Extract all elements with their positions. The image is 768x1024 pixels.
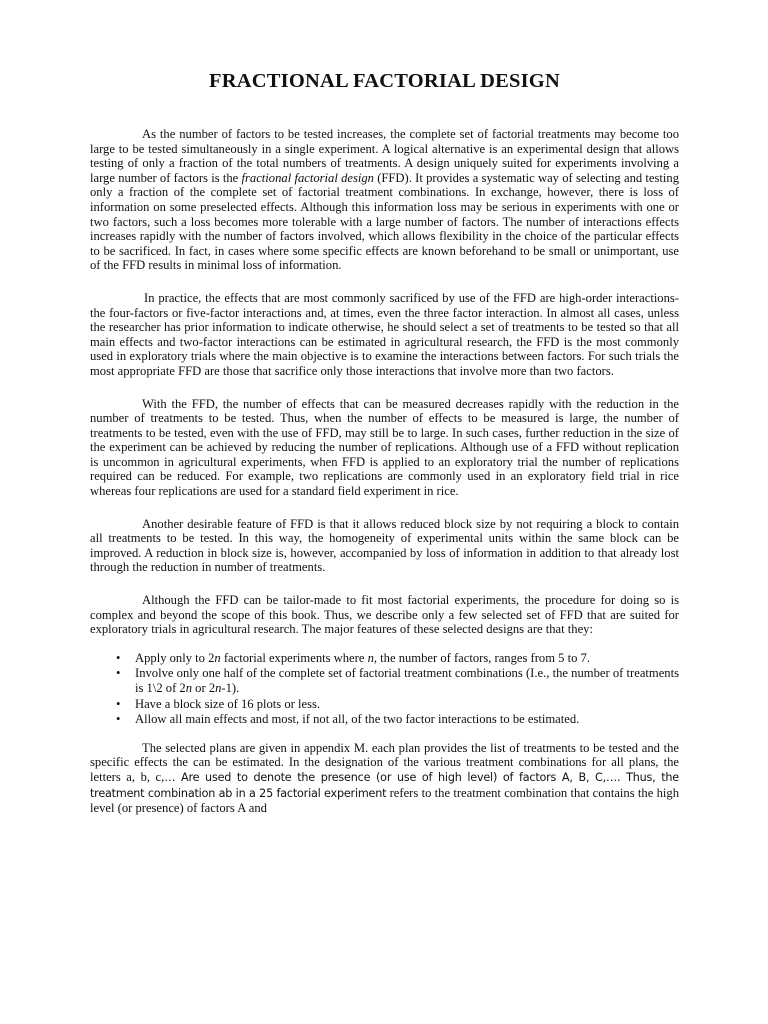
bullet-icon: •: [116, 666, 121, 681]
feature-list: [90, 651, 679, 727]
paragraph-5: Although the FFD can be tailor-made to fit most factorial experiments, the procedure for doing so is complex and beyond the scope of this book. Thus, we describe only a few selected set of FFD that are suited for exploratory trials in agricultural research. The major features of these selected designs are that they:: [90, 593, 679, 637]
document-title: FRACTIONAL FACTORIAL DESIGN: [209, 70, 560, 92]
paragraph-1: [90, 127, 679, 273]
bullet-icon: •: [116, 650, 121, 665]
feature-item-1: • Apply only to 2n factorial experiments where n, the number of factors, ranges from 5 to 7.: [116, 650, 591, 665]
paragraph-2: In practice, the effects that are most commonly sacrificed by use of the FFD are high-order interactions-the four-factors or five-factor interactions and, at times, even the three factor interaction. In almost all cases, unless the researcher has prior information to indicate otherwise, he should select a set of treatments to be tested so that all main effects and two-factor interactions can be estimated in agricultural research, the FFD is the most commonly used in exploratory trials where the main objective is to examine the interactions between factors. For such trials the most appropriate FFD are those that sacrifice only those interactions that involve more than two factors.: [90, 290, 679, 378]
paragraph-6-alt-font: … Are used to denote the presence (or use of high level) of factors A, B, C,…. Thus, the treatment combination ab in a 25 factorial experiment: [90, 770, 679, 800]
paragraph-3: With the FFD, the number of effects that can be measured decreases rapidly with the reduction in the number of treatments to be tested. Thus, when the number of effects to be measured is large, the number of treatments to be tested, even with the use of FFD, may still be to large. In such cases, further reduction in the size of the experiment can be achieved by reducing the number of replications. Although use of a FFD without replication is uncommon in agricultural experiments, when FFD is applied to an exploratory trial the number of replications required can be reduced. For example, two replications are commonly used in an exploratory field trial in rice whereas four replications are used for a standard field experiment in rice.: [90, 396, 679, 499]
feature-item-3: • Have a block size of 16 plots or less.: [116, 696, 321, 711]
paragraph-4: Another desirable feature of FFD is that it allows reduced block size by not requiring a block to contain all treatments to be tested. In this way, the homogeneity of experimental units within the same block can be improved. A reduction in block size is, however, accompanied by loss of information in addition to that already lost through the reduction in number of treatments.: [90, 516, 679, 575]
feature-item-2: • Involve only one half of the complete set of factorial treatment combinations (I.e., the number of treatments is 1\2 of 2n or 2n-1).: [116, 666, 679, 695]
feature-item-4: • Allow all main effects and most, if not all, of the two factor interactions to be estimated.: [116, 712, 580, 727]
paragraph-1-text-a: As the number of factors to be tested increases, the complete set of factorial treatments may become too large to be tested simultaneously in a single experiment. A logical alternative is an experimental design that allows testing of only a fraction of the total numbers of treatments. A design uniquely suited for experiments involving a large number of factors is the: [90, 127, 679, 185]
paragraph-1-text-b: (FFD). It provides a systematic way of selecting and testing only a fraction of the complete set of factorial treatment combinations. In exchange, however, there is loss of information on some preselected effects. Although this information loss may be serious in experiments with one or two factors, such a loss becomes more tolerable with a large number of factors. The number of interactions effects increases rapidly with the number of factors involved, which allows flexibility in the choice of the particular effects to be sacrificed. In fact, in cases where some specific effects are known beforehand to be small or unimportant, use of the FFD results in minimal loss of information.: [90, 170, 680, 273]
bullet-icon: •: [116, 696, 121, 711]
paragraph-6: The selected plans are given in appendix M. each plan provides the list of treatments to be tested and the specific effects the can be estimated. In the designation of the various treatment combinations for all plans, the letters a, b, c,… Are used to denote the presence (or use of high level) of factors A, B, C,…. Thus, the treatment combination ab in a 25 factorial experiment refers to the treatment combination that contains the high level (or presence) of factors A and: [90, 740, 679, 816]
document-page: [90, 62, 679, 834]
bullet-icon: •: [116, 712, 121, 727]
paragraph-1-emphasis: fractional factorial design: [241, 170, 374, 185]
